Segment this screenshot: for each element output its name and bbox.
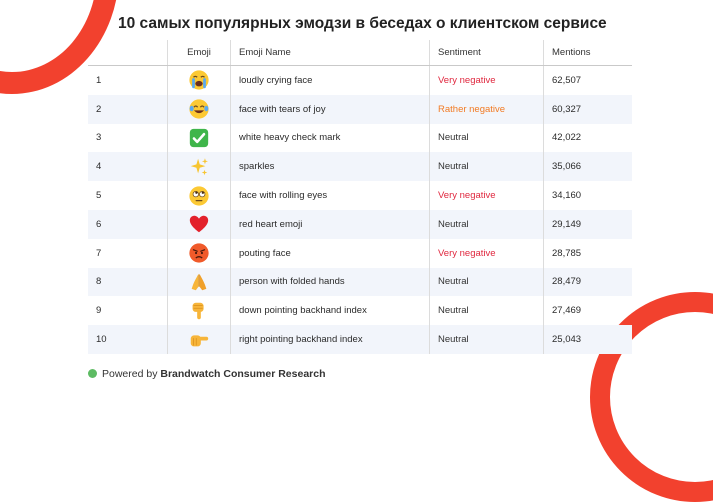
mentions-cell: 27,469 [544,296,633,325]
mentions-cell: 28,785 [544,239,633,268]
face-with-rolling-eyes-icon [188,185,210,207]
sentiment-cell: Neutral [430,296,544,325]
rank-cell: 9 [96,305,102,317]
face-with-tears-of-joy-icon [188,98,210,120]
sentiment-cell: Neutral [430,325,544,354]
mentions-cell: 34,160 [544,181,633,210]
red-heart-icon [188,213,210,235]
mentions-cell: 28,479 [544,268,633,297]
footer [88,368,326,380]
emoji-cell [168,210,231,239]
header-mentions: Mentions [544,40,633,66]
header-rank [88,40,168,66]
table-body [88,66,632,354]
sentiment-cell: Very negative [430,181,544,210]
table-row [88,210,632,239]
emoji-name-cell: pouting face [231,239,430,268]
sentiment-cell: Neutral [430,152,544,181]
sparkles-icon [188,156,210,178]
table-row [88,152,632,181]
rank-cell: 7 [96,247,102,259]
rank-cell: 2 [88,95,168,124]
footer-prefix: Powered by [102,368,158,380]
table-row [88,124,632,153]
table-row [88,181,632,210]
sentiment-cell: Neutral [430,268,544,297]
right-pointing-backhand-index-icon [188,329,210,351]
emoji-cell [168,268,231,297]
rank-cell: 4 [88,152,168,181]
mentions-cell: 29,149 [544,210,633,239]
status-dot-icon [88,369,97,378]
emoji-cell [168,66,231,95]
mentions-cell: 60,327 [544,95,633,124]
mentions-cell: 42,022 [544,124,633,153]
table-row [88,95,632,124]
emoji-name-cell: sparkles [231,152,430,181]
rank-cell: 6 [88,210,168,239]
emoji-cell [168,325,231,354]
header-emoji-name: Emoji Name [231,40,430,66]
emoji-cell [168,95,231,124]
sentiment-cell: Very negative [430,239,544,268]
table-row [88,66,632,95]
emoji-cell [168,181,231,210]
pouting-face-icon [188,242,210,264]
rank-cell: 1 [96,74,102,86]
footer-brand: Brandwatch Consumer Research [160,368,326,380]
sentiment-cell: Rather negative [430,95,544,124]
header-sentiment: Sentiment [430,40,544,66]
loudly-crying-face-icon [188,69,210,91]
emoji-name-cell: loudly crying face [231,66,430,95]
emoji-table [88,40,632,354]
emoji-cell [168,152,231,181]
emoji-name-cell: person with folded hands [231,268,430,297]
header-emoji: Emoji [168,40,231,66]
emoji-cell [168,239,231,268]
sentiment-cell: Neutral [430,210,544,239]
sentiment-cell: Very negative [430,66,544,95]
emoji-name-cell: red heart emoji [231,210,430,239]
page-title: 10 самых популярных эмодзи в беседах о клиентском сервисе [118,15,607,32]
table-row [88,325,632,354]
table-row [88,268,632,297]
mentions-cell: 35,066 [544,152,633,181]
down-pointing-backhand-index-icon [188,300,210,322]
emoji-name-cell: white heavy check mark [231,124,430,153]
sentiment-cell: Neutral [430,124,544,153]
emoji-cell [168,124,231,153]
white-heavy-check-mark-icon [188,127,210,149]
person-with-folded-hands-icon [188,271,210,293]
emoji-name-cell: right pointing backhand index [231,325,430,354]
rank-cell: 8 [88,268,168,297]
mentions-cell: 62,507 [544,66,633,95]
table-row [88,239,632,268]
rank-cell: 10 [88,325,168,354]
emoji-name-cell: face with tears of joy [231,95,430,124]
table-row [88,296,632,325]
rank-cell: 3 [96,132,102,144]
mentions-cell: 25,043 [544,325,633,354]
emoji-cell [168,296,231,325]
table-header-row [88,40,632,66]
rank-cell: 5 [96,190,102,202]
emoji-name-cell: face with rolling eyes [231,181,430,210]
emoji-name-cell: down pointing backhand index [231,296,430,325]
